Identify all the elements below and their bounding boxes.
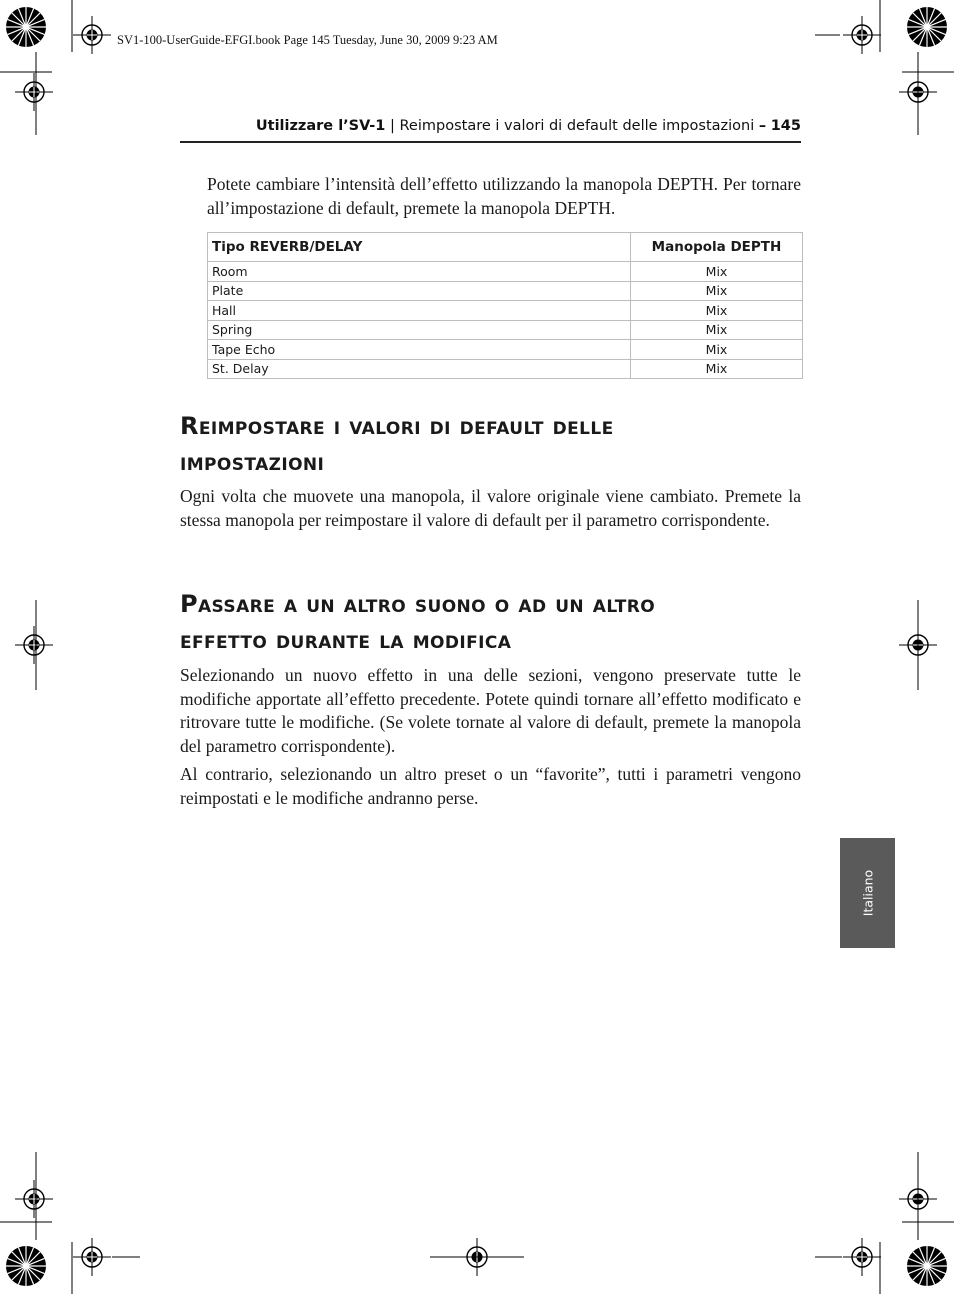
table-header-depth: Manopola DEPTH — [631, 233, 803, 262]
table-cell-type: Tape Echo — [208, 340, 631, 360]
running-head-subtitle: Reimpostare i valori di default delle impostazioni — [399, 118, 755, 134]
table-row — [208, 301, 803, 321]
table-header-row — [208, 233, 803, 262]
table-cell-depth: Mix — [631, 301, 803, 321]
intro-paragraph: Potete cambiare l’intensità dell’effetto utilizzando la manopola DEPTH. Per tornare all’impostazione di default, premete la manopola DEPTH. — [207, 174, 801, 218]
header-rule — [180, 141, 801, 143]
table-cell-type: St. Delay — [208, 359, 631, 379]
running-head — [180, 118, 801, 134]
running-head-section: Utilizzare l’SV-1 — [255, 118, 386, 134]
table-cell-type: Spring — [208, 320, 631, 340]
table-cell-depth: Mix — [631, 359, 803, 379]
table-cell-type: Plate — [208, 281, 631, 301]
section-body-reset: Ogni volta che muovete una manopola, il valore originale viene cambiato. Premete la stessa manopola per reimpostare il valore di default per il parametro corrispondente. — [180, 486, 801, 530]
section-heading-reset — [180, 408, 801, 480]
running-head-dash: – — [758, 118, 767, 134]
table-row — [208, 340, 803, 360]
section-heading-line: Passare a un altro suono o ad un altro — [180, 590, 656, 618]
table-cell-depth: Mix — [631, 340, 803, 360]
section-body-switch-1: Selezionando un nuovo effetto in una delle sezioni, vengono preservate tutte le modifiche apportate all’effetto precedente. Potete quindi tornare all’effetto modificato e ritrovare tutte le modifiche. (Se volete tornate al valore di default, premete la manopola del parametro corrispondente). — [180, 665, 801, 756]
table-cell-type: Hall — [208, 301, 631, 321]
table-cell-type: Room — [208, 262, 631, 282]
section-heading-switch — [180, 586, 801, 658]
section-body-switch-2: Al contrario, selezionando un altro preset o un “favorite”, tutti i parametri vengono reimpostati e le modifiche andranno perse. — [180, 764, 801, 808]
section-heading-line: effetto durante la modifica — [180, 626, 512, 654]
section-heading-line: Reimpostare i valori di default delle — [180, 412, 614, 440]
table-header-type: Tipo REVERB/DELAY — [208, 233, 631, 262]
table-cell-depth: Mix — [631, 262, 803, 282]
table-row — [208, 320, 803, 340]
table-row — [208, 281, 803, 301]
running-head-separator: | — [390, 118, 395, 134]
language-tab — [840, 838, 895, 948]
table-cell-depth: Mix — [631, 281, 803, 301]
language-tab-label: Italiano — [860, 869, 875, 917]
section-heading-line: impostazioni — [180, 448, 325, 476]
table-row — [208, 262, 803, 282]
depth-table — [207, 232, 803, 379]
table-row — [208, 359, 803, 379]
print-slug: SV1-100-UserGuide-EFGI.book Page 145 Tuesday, June 30, 2009 9:23 AM — [117, 33, 498, 47]
page-number: 145 — [770, 118, 801, 134]
table-cell-depth: Mix — [631, 320, 803, 340]
